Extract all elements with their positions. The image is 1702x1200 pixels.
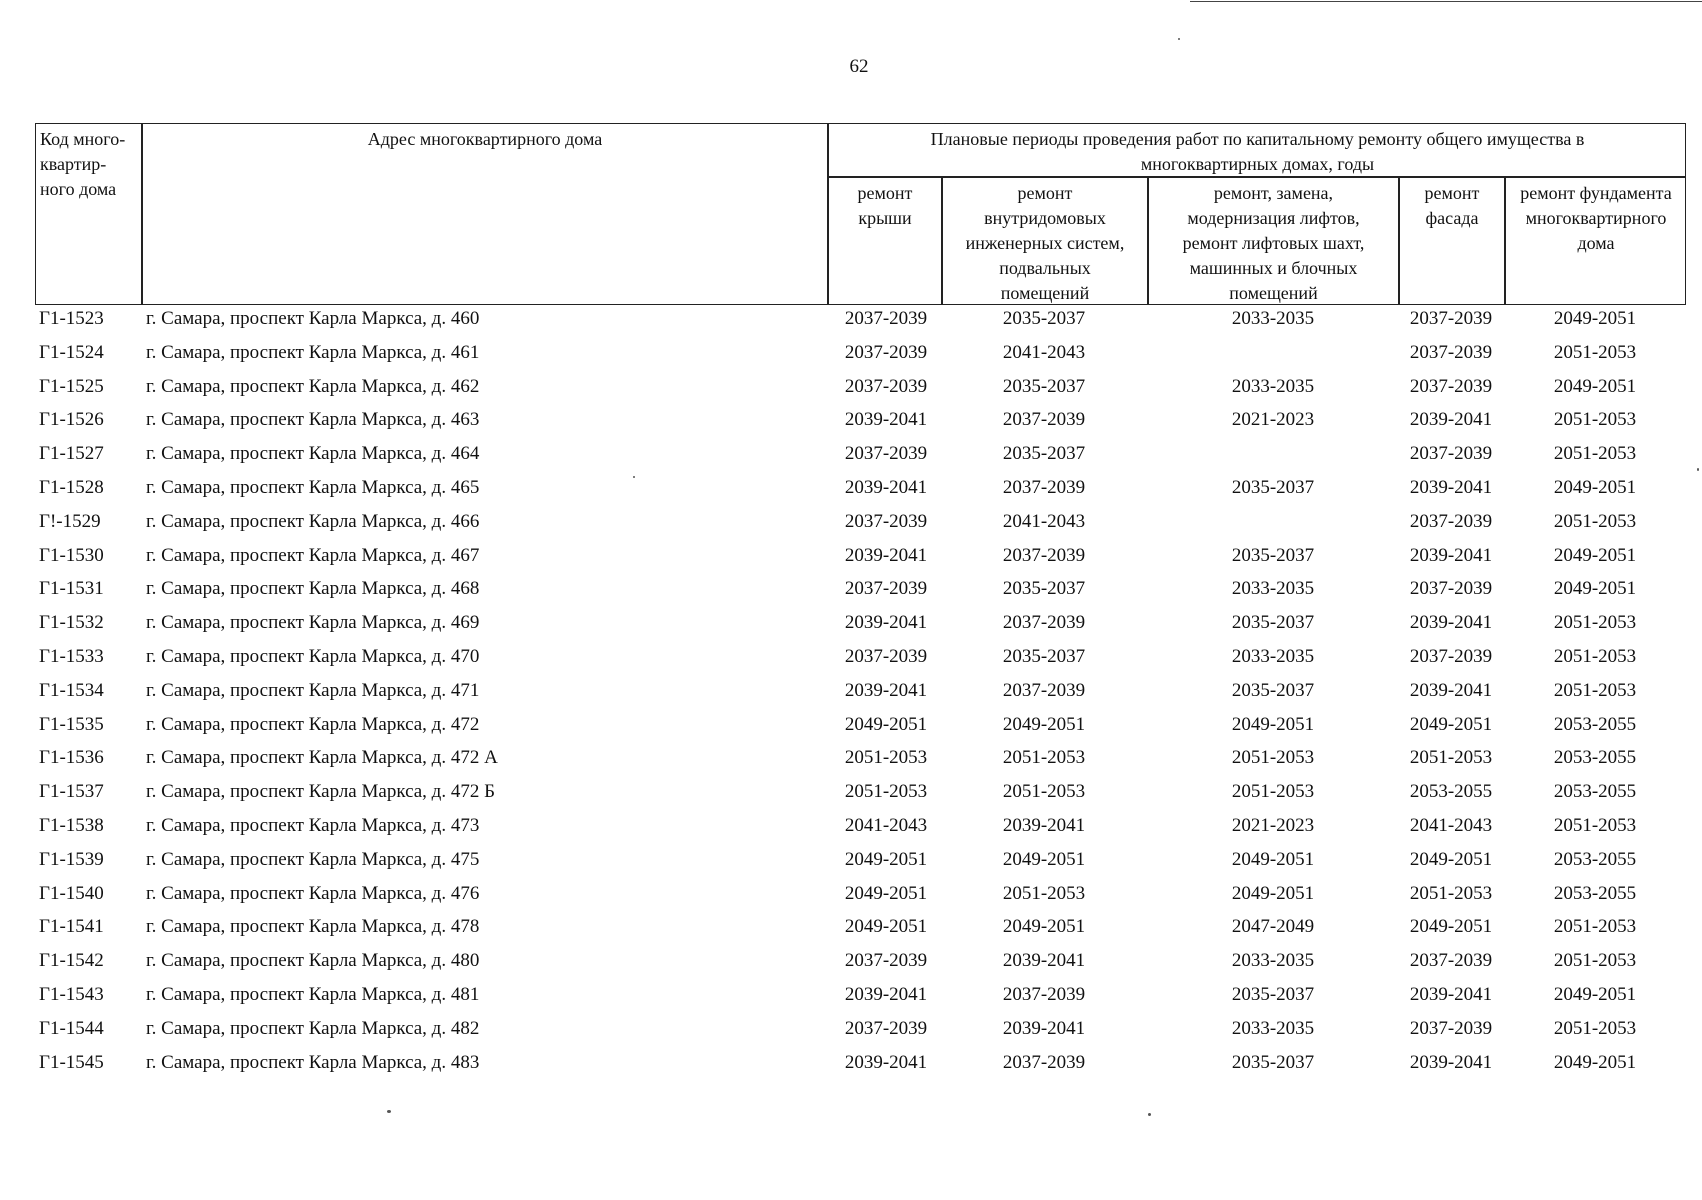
row-code: Г!-1529 bbox=[39, 510, 101, 532]
row-foundation-period: 2049-2051 bbox=[1553, 984, 1637, 1005]
table-row bbox=[0, 781, 1702, 815]
table-row bbox=[0, 849, 1702, 883]
row-foundation-period: 2051-2053 bbox=[1553, 443, 1637, 465]
row-lifts-period: 2033-2035 bbox=[1231, 308, 1315, 329]
row-code: Г1-1534 bbox=[39, 679, 104, 701]
row-lifts-period: 2033-2035 bbox=[1231, 578, 1315, 600]
row-lifts-period: 2035-2037 bbox=[1231, 1051, 1315, 1073]
header-roof bbox=[829, 181, 941, 231]
row-roof-period: 2037-2039 bbox=[844, 375, 928, 397]
table-row bbox=[0, 612, 1702, 646]
row-roof-period: 2037-2039 bbox=[844, 308, 928, 329]
row-engineering-period: 2051-2053 bbox=[1002, 882, 1086, 904]
row-code: Г1-1531 bbox=[39, 578, 104, 600]
row-roof-period: 2051-2053 bbox=[844, 781, 928, 803]
row-lifts-period: 2021-2023 bbox=[1231, 409, 1315, 431]
header-engineering-line: внутридомовых bbox=[984, 208, 1106, 228]
row-facade-period: 2037-2039 bbox=[1409, 341, 1493, 363]
row-facade-period: 2039-2041 bbox=[1409, 1051, 1493, 1073]
row-engineering-period: 2049-2051 bbox=[1002, 713, 1086, 735]
row-code: Г1-1542 bbox=[39, 950, 104, 972]
row-facade-period: 2053-2055 bbox=[1409, 781, 1493, 803]
header-lifts-line: машинных и блочных bbox=[1189, 258, 1358, 278]
row-roof-period: 2037-2039 bbox=[844, 578, 928, 600]
row-engineering-period: 2041-2043 bbox=[1002, 341, 1086, 363]
row-facade-period: 2039-2041 bbox=[1409, 409, 1493, 431]
row-facade-period: 2051-2053 bbox=[1409, 747, 1493, 769]
row-address: г. Самара, проспект Карла Маркса, д. 465 bbox=[146, 477, 480, 498]
row-facade-period: 2037-2039 bbox=[1409, 646, 1493, 667]
row-address: г. Самара, проспект Карла Маркса, д. 462 bbox=[146, 375, 480, 397]
table-row bbox=[0, 916, 1702, 950]
row-lifts-period: 2047-2049 bbox=[1231, 916, 1315, 938]
row-foundation-period: 2049-2051 bbox=[1553, 1051, 1637, 1073]
row-engineering-period: 2035-2037 bbox=[1002, 578, 1086, 600]
row-foundation-period: 2049-2051 bbox=[1553, 477, 1637, 498]
row-foundation-period: 2051-2053 bbox=[1553, 612, 1637, 634]
row-roof-period: 2039-2041 bbox=[844, 544, 928, 566]
table-row bbox=[0, 714, 1702, 748]
row-roof-period: 2039-2041 bbox=[844, 477, 928, 498]
table-row bbox=[0, 680, 1702, 714]
row-code: Г1-1540 bbox=[39, 882, 104, 904]
row-engineering-period: 2037-2039 bbox=[1002, 612, 1086, 634]
header-engineering-line: помещений bbox=[1000, 283, 1090, 303]
header-roof-line: ремонт bbox=[857, 183, 913, 203]
row-lifts-period: 2035-2037 bbox=[1231, 477, 1315, 498]
row-lifts-period: 2051-2053 bbox=[1231, 747, 1315, 769]
row-address: г. Самара, проспект Карла Маркса, д. 472 Б bbox=[146, 781, 496, 803]
table-row bbox=[0, 747, 1702, 781]
row-foundation-period: 2053-2055 bbox=[1553, 882, 1637, 904]
row-facade-period: 2037-2039 bbox=[1409, 375, 1493, 397]
row-lifts-period: 2035-2037 bbox=[1231, 984, 1315, 1005]
table-row bbox=[0, 1052, 1702, 1086]
row-facade-period: 2049-2051 bbox=[1409, 916, 1493, 938]
row-facade-period: 2049-2051 bbox=[1409, 713, 1493, 735]
header-periods bbox=[829, 127, 1686, 177]
row-facade-period: 2039-2041 bbox=[1409, 477, 1493, 498]
header-facade-line: фасада bbox=[1425, 208, 1479, 228]
header-code-line: ного дома bbox=[40, 179, 117, 199]
table-row bbox=[0, 950, 1702, 984]
row-facade-period: 2039-2041 bbox=[1409, 544, 1493, 566]
row-engineering-period: 2035-2037 bbox=[1002, 443, 1086, 465]
header-code-line: Код много- bbox=[40, 129, 126, 149]
scan-speck bbox=[633, 476, 635, 478]
row-address: г. Самара, проспект Карла Маркса, д. 481 bbox=[146, 984, 480, 1005]
row-facade-period: 2049-2051 bbox=[1409, 848, 1493, 870]
header-lifts-line: помещений bbox=[1229, 283, 1318, 303]
row-code: Г1-1535 bbox=[39, 713, 104, 735]
row-roof-period: 2039-2041 bbox=[844, 984, 928, 1005]
row-foundation-period: 2051-2053 bbox=[1553, 1017, 1637, 1039]
header-lifts-line: ремонт, замена, bbox=[1213, 183, 1334, 203]
row-roof-period: 2039-2041 bbox=[844, 612, 928, 634]
row-lifts-period: 2033-2035 bbox=[1231, 646, 1315, 667]
table-row bbox=[0, 578, 1702, 612]
row-foundation-period: 2051-2053 bbox=[1553, 409, 1637, 431]
row-facade-period: 2051-2053 bbox=[1409, 882, 1493, 904]
row-address: г. Самара, проспект Карла Маркса, д. 461 bbox=[146, 341, 480, 363]
row-code: Г1-1530 bbox=[39, 544, 104, 566]
row-facade-period: 2039-2041 bbox=[1409, 984, 1493, 1005]
row-facade-period: 2037-2039 bbox=[1409, 578, 1493, 600]
row-engineering-period: 2049-2051 bbox=[1002, 916, 1086, 938]
row-address: г. Самара, проспект Карла Маркса, д. 472 А bbox=[146, 747, 498, 769]
row-address: г. Самара, проспект Карла Маркса, д. 478 bbox=[146, 916, 480, 938]
row-lifts-period: 2051-2053 bbox=[1231, 781, 1315, 803]
row-address: г. Самара, проспект Карла Маркса, д. 460 bbox=[146, 308, 480, 329]
header-address: Адрес многоквартирного дома bbox=[367, 129, 603, 149]
row-address: г. Самара, проспект Карла Маркса, д. 463 bbox=[146, 409, 480, 431]
table-header bbox=[35, 123, 1686, 305]
row-lifts-period: 2033-2035 bbox=[1231, 1017, 1315, 1039]
row-foundation-period: 2051-2053 bbox=[1553, 815, 1637, 836]
header-lifts-line: ремонт лифтовых шахт, bbox=[1182, 233, 1365, 253]
header-foundation-line: ремонт фундамента bbox=[1520, 183, 1672, 203]
scan-speck bbox=[1697, 468, 1699, 471]
row-engineering-period: 2041-2043 bbox=[1002, 510, 1086, 532]
row-engineering-period: 2051-2053 bbox=[1002, 747, 1086, 769]
row-lifts-period: 2033-2035 bbox=[1231, 950, 1315, 972]
row-foundation-period: 2049-2051 bbox=[1553, 544, 1637, 566]
row-address: г. Самара, проспект Карла Маркса, д. 464 bbox=[146, 443, 480, 465]
row-lifts-period: 2049-2051 bbox=[1231, 713, 1315, 735]
row-engineering-period: 2035-2037 bbox=[1002, 375, 1086, 397]
header-foundation-line: многоквартирного bbox=[1525, 208, 1667, 228]
row-roof-period: 2037-2039 bbox=[844, 510, 928, 532]
scan-speck bbox=[1178, 38, 1180, 40]
row-address: г. Самара, проспект Карла Маркса, д. 471 bbox=[146, 679, 480, 701]
row-engineering-period: 2051-2053 bbox=[1002, 781, 1086, 803]
row-engineering-period: 2049-2051 bbox=[1002, 848, 1086, 870]
row-facade-period: 2037-2039 bbox=[1409, 308, 1493, 329]
row-facade-period: 2037-2039 bbox=[1409, 1017, 1493, 1039]
row-roof-period: 2051-2053 bbox=[844, 747, 928, 769]
row-address: г. Самара, проспект Карла Маркса, д. 472 bbox=[146, 713, 480, 735]
row-engineering-period: 2037-2039 bbox=[1002, 409, 1086, 431]
header-code bbox=[40, 127, 140, 202]
row-lifts-period: 2035-2037 bbox=[1231, 612, 1315, 634]
row-facade-period: 2037-2039 bbox=[1409, 443, 1493, 465]
row-engineering-period: 2039-2041 bbox=[1002, 1017, 1086, 1039]
row-foundation-period: 2051-2053 bbox=[1553, 679, 1637, 701]
row-foundation-period: 2051-2053 bbox=[1553, 646, 1637, 667]
row-code: Г1-1545 bbox=[39, 1051, 104, 1073]
row-lifts-period: 2049-2051 bbox=[1231, 882, 1315, 904]
row-address: г. Самара, проспект Карла Маркса, д. 476 bbox=[146, 882, 480, 904]
row-engineering-period: 2039-2041 bbox=[1002, 950, 1086, 972]
header-lifts bbox=[1149, 181, 1398, 306]
row-foundation-period: 2053-2055 bbox=[1553, 781, 1637, 803]
table-row bbox=[0, 443, 1702, 477]
header-foundation bbox=[1506, 181, 1686, 256]
row-lifts-period: 2049-2051 bbox=[1231, 848, 1315, 870]
table-row bbox=[0, 545, 1702, 579]
row-foundation-period: 2053-2055 bbox=[1553, 713, 1637, 735]
row-roof-period: 2039-2041 bbox=[844, 1051, 928, 1073]
row-code: Г1-1526 bbox=[39, 409, 104, 431]
row-code: Г1-1541 bbox=[39, 916, 104, 938]
header-roof-line: крыши bbox=[858, 208, 912, 228]
row-code: Г1-1532 bbox=[39, 612, 104, 634]
header-foundation-line: дома bbox=[1577, 233, 1615, 253]
row-address: г. Самара, проспект Карла Маркса, д. 469 bbox=[146, 612, 480, 634]
header-periods-line: Плановые периоды проведения работ по капитальному ремонту общего имущества в bbox=[930, 129, 1585, 149]
row-foundation-period: 2051-2053 bbox=[1553, 510, 1637, 532]
row-code: Г1-1536 bbox=[39, 747, 104, 769]
row-engineering-period: 2035-2037 bbox=[1002, 646, 1086, 667]
row-address: г. Самара, проспект Карла Маркса, д. 467 bbox=[146, 544, 480, 566]
table-row bbox=[0, 376, 1702, 410]
row-roof-period: 2049-2051 bbox=[844, 882, 928, 904]
row-foundation-period: 2049-2051 bbox=[1553, 375, 1637, 397]
row-code: Г1-1537 bbox=[39, 781, 104, 803]
row-engineering-period: 2037-2039 bbox=[1002, 477, 1086, 498]
row-address: г. Самара, проспект Карла Маркса, д. 483 bbox=[146, 1051, 480, 1073]
row-address: г. Самара, проспект Карла Маркса, д. 466 bbox=[146, 510, 480, 532]
row-roof-period: 2049-2051 bbox=[844, 848, 928, 870]
row-foundation-period: 2051-2053 bbox=[1553, 916, 1637, 938]
row-roof-period: 2037-2039 bbox=[844, 646, 928, 667]
row-address: г. Самара, проспект Карла Маркса, д. 480 bbox=[146, 950, 480, 972]
row-code: Г1-1538 bbox=[39, 815, 104, 836]
row-foundation-period: 2049-2051 bbox=[1553, 578, 1637, 600]
row-roof-period: 2037-2039 bbox=[844, 443, 928, 465]
scan-speck bbox=[1148, 1113, 1151, 1116]
row-roof-period: 2049-2051 bbox=[844, 916, 928, 938]
header-code-line: квартир- bbox=[40, 154, 107, 174]
row-code: Г1-1525 bbox=[39, 375, 104, 397]
header-engineering-line: ремонт bbox=[1017, 183, 1073, 203]
table-row bbox=[0, 815, 1702, 849]
row-roof-period: 2039-2041 bbox=[844, 409, 928, 431]
row-facade-period: 2037-2039 bbox=[1409, 950, 1493, 972]
row-address: г. Самара, проспект Карла Маркса, д. 475 bbox=[146, 848, 480, 870]
table-row bbox=[0, 646, 1702, 680]
row-address: г. Самара, проспект Карла Маркса, д. 468 bbox=[146, 578, 480, 600]
scan-edge-line bbox=[1190, 1, 1702, 2]
row-engineering-period: 2037-2039 bbox=[1002, 1051, 1086, 1073]
row-lifts-period: 2035-2037 bbox=[1231, 679, 1315, 701]
row-facade-period: 2037-2039 bbox=[1409, 510, 1493, 532]
row-roof-period: 2037-2039 bbox=[844, 1017, 928, 1039]
header-engineering-line: инженерных систем, bbox=[965, 233, 1125, 253]
table-row bbox=[0, 409, 1702, 443]
row-engineering-period: 2039-2041 bbox=[1002, 815, 1086, 836]
row-foundation-period: 2051-2053 bbox=[1553, 950, 1637, 972]
row-address: г. Самара, проспект Карла Маркса, д. 482 bbox=[146, 1017, 480, 1039]
row-code: Г1-1533 bbox=[39, 646, 104, 667]
row-engineering-period: 2037-2039 bbox=[1002, 544, 1086, 566]
row-roof-period: 2049-2051 bbox=[844, 713, 928, 735]
row-engineering-period: 2035-2037 bbox=[1002, 308, 1086, 329]
header-facade-line: ремонт bbox=[1424, 183, 1480, 203]
row-code: Г1-1539 bbox=[39, 848, 104, 870]
row-code: Г1-1527 bbox=[39, 443, 104, 465]
row-facade-period: 2039-2041 bbox=[1409, 679, 1493, 701]
row-roof-period: 2039-2041 bbox=[844, 679, 928, 701]
table-row bbox=[0, 883, 1702, 917]
row-facade-period: 2039-2041 bbox=[1409, 612, 1493, 634]
row-engineering-period: 2037-2039 bbox=[1002, 679, 1086, 701]
header-facade bbox=[1400, 181, 1504, 231]
row-lifts-period: 2021-2023 bbox=[1231, 815, 1315, 836]
row-roof-period: 2041-2043 bbox=[844, 815, 928, 836]
row-foundation-period: 2053-2055 bbox=[1553, 747, 1637, 769]
row-facade-period: 2041-2043 bbox=[1409, 815, 1493, 836]
row-roof-period: 2037-2039 bbox=[844, 341, 928, 363]
header-lifts-line: модернизация лифтов, bbox=[1187, 208, 1360, 228]
row-address: г. Самара, проспект Карла Маркса, д. 470 bbox=[146, 646, 480, 667]
scan-speck bbox=[387, 1110, 391, 1113]
row-code: Г1-1528 bbox=[39, 477, 104, 498]
row-foundation-period: 2053-2055 bbox=[1553, 848, 1637, 870]
row-foundation-period: 2049-2051 bbox=[1553, 308, 1637, 329]
table-row bbox=[0, 308, 1702, 342]
row-address: г. Самара, проспект Карла Маркса, д. 473 bbox=[146, 815, 480, 836]
header-periods-line: многоквартирных домах, годы bbox=[1140, 154, 1375, 174]
header-engineering bbox=[943, 181, 1147, 306]
row-lifts-period: 2033-2035 bbox=[1231, 375, 1315, 397]
table-row bbox=[0, 342, 1702, 376]
row-code: Г1-1544 bbox=[39, 1017, 104, 1039]
table-row bbox=[0, 477, 1702, 511]
row-roof-period: 2037-2039 bbox=[844, 950, 928, 972]
table-row bbox=[0, 984, 1702, 1018]
row-engineering-period: 2037-2039 bbox=[1002, 984, 1086, 1005]
header-engineering-line: подвальных bbox=[999, 258, 1091, 278]
row-code: Г1-1543 bbox=[39, 984, 104, 1005]
page-number: 62 bbox=[849, 56, 869, 77]
row-code: Г1-1523 bbox=[39, 308, 104, 329]
table-row bbox=[0, 511, 1702, 545]
row-code: Г1-1524 bbox=[39, 341, 104, 363]
row-foundation-period: 2051-2053 bbox=[1553, 341, 1637, 363]
table-row bbox=[0, 1018, 1702, 1052]
row-lifts-period: 2035-2037 bbox=[1231, 544, 1315, 566]
